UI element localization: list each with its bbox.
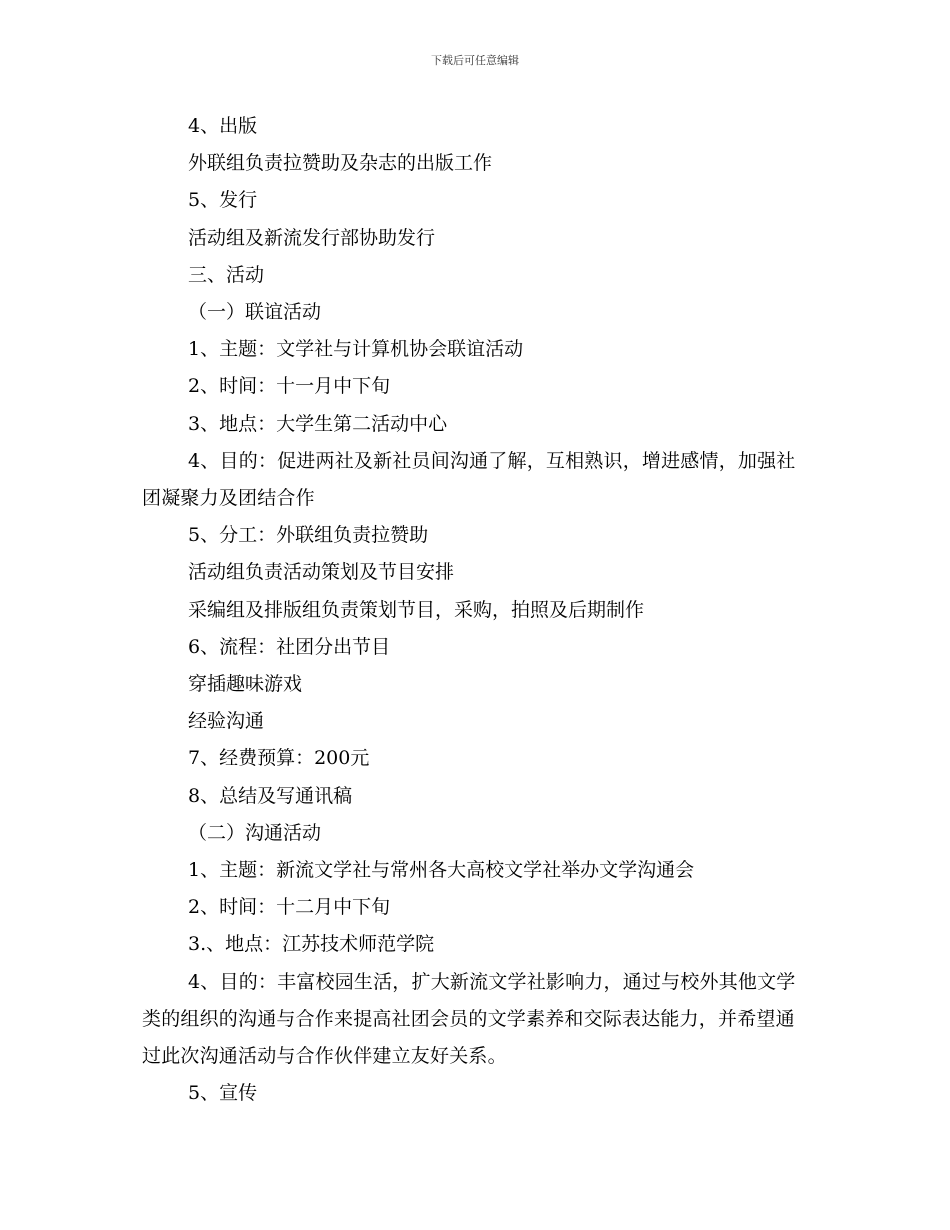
body-line: 8、总结及写通讯稿 (188, 784, 353, 807)
body-line: 3.、地点：江苏技术师范学院 (188, 933, 435, 956)
body-line: 经验沟通 (188, 710, 265, 733)
body-paragraph: 4、目的：丰富校园生活，扩大新流文学社影响力，通过与校外其他文学类的组织的沟通与合作来提高社团会员的文学素养和交际表达能力，并希望通过此次沟通活动与合作伙伴建立友好关系。 (142, 970, 796, 1068)
section-heading: 三、活动 (188, 263, 265, 286)
body-line: 2、时间：十一月中下旬 (188, 375, 391, 398)
body-line: 活动组负责活动策划及节目安排 (188, 561, 455, 584)
subsection-heading: （一）联谊活动 (188, 301, 322, 324)
body-line: 1、主题：新流文学社与常州各大高校文学社举办文学沟通会 (188, 859, 695, 882)
subsection-heading: （二）沟通活动 (188, 821, 322, 844)
body-line: 6、流程：社团分出节目 (188, 635, 391, 658)
body-line: 2、时间：十二月中下旬 (188, 896, 391, 919)
page-header-note: 下载后可任意编辑 (431, 54, 519, 67)
document-body (142, 108, 812, 1112)
body-line: 外联组负责拉赞助及杂志的出版工作 (188, 152, 493, 175)
body-line: 穿插趣味游戏 (188, 673, 303, 696)
section-heading: 5、宣传 (188, 1082, 258, 1105)
body-line: 3、地点：大学生第二活动中心 (188, 412, 448, 435)
section-heading: 4、出版 (188, 115, 258, 137)
body-line: 活动组及新流发行部协助发行 (188, 226, 436, 249)
body-line: 1、主题：文学社与计算机协会联谊活动 (188, 338, 524, 361)
body-line: 7、经费预算：200元 (188, 747, 370, 770)
section-heading: 5、发行 (188, 189, 258, 212)
body-line: 5、分工：外联组负责拉赞助 (188, 524, 429, 547)
body-line: 采编组及排版组负责策划节目，采购，拍照及后期制作 (188, 598, 645, 621)
body-paragraph: 4、目的：促进两社及新社员间沟通了解，互相熟识，增进感情，加强社团凝聚力及团结合作 (142, 449, 796, 510)
